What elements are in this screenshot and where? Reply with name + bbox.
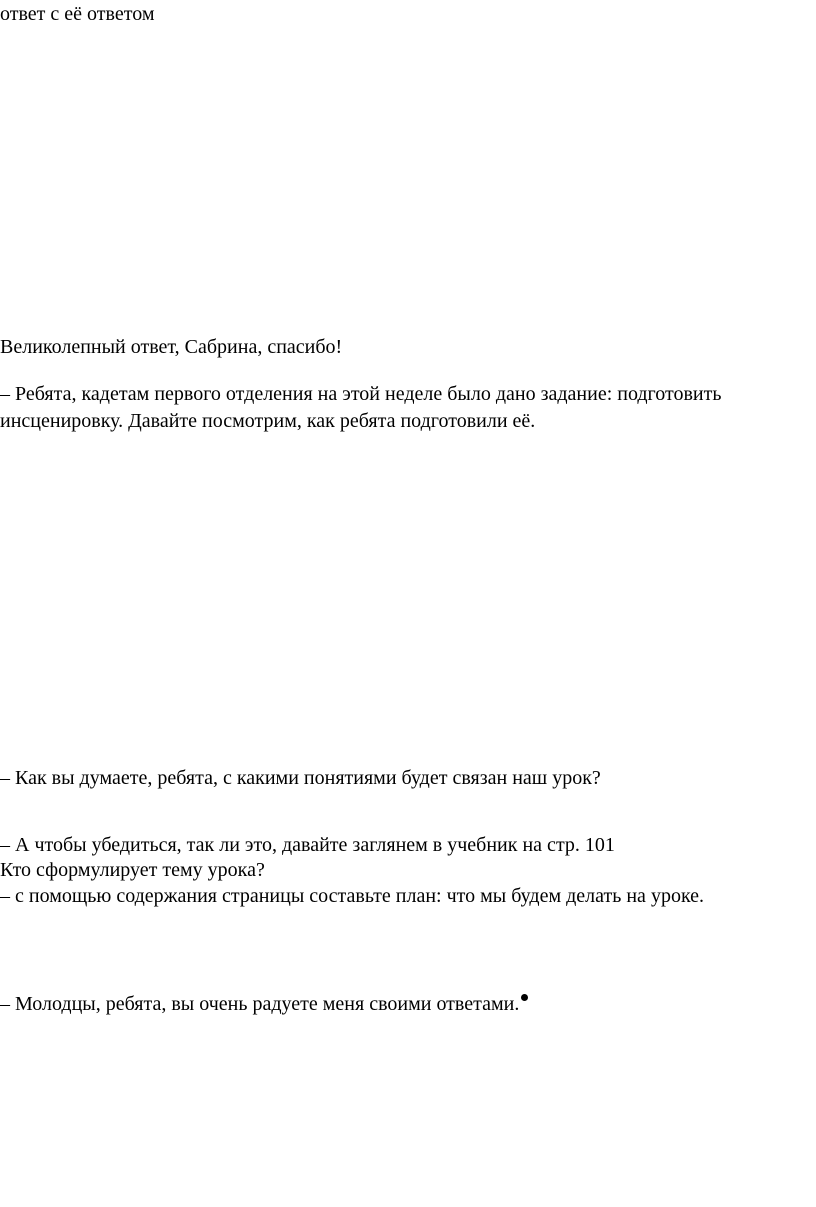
- text-line-question: – Как вы думаете, ребята, с какими понятиями будет связан наш урок?: [0, 767, 601, 789]
- text-line-textbook: – А чтобы убедиться, так ли это, давайте заглянем в учебник на стр. 101: [0, 834, 615, 856]
- text-line-task: – Ребята, кадетам первого отделения на этой неделе было дано задание: подготовить: [0, 383, 722, 405]
- text-line-praise: Великолепный ответ, Сабрина, спасибо!: [0, 336, 343, 358]
- text-line-task-continued: инсценировку. Давайте посмотрим, как ребята подготовили её.: [0, 410, 536, 432]
- text-line-plan: – с помощью содержания страницы составьте план: что мы будем делать на уроке.: [0, 885, 705, 907]
- text-line-topic: Кто сформулирует тему урока?: [0, 859, 265, 881]
- bullet-dot-icon: [521, 994, 528, 1001]
- text-line-answer: ответ с её ответом: [0, 3, 155, 25]
- text-line-closing: [0, 992, 528, 1017]
- closing-text: – Молодцы, ребята, вы очень радуете меня своими ответами.: [0, 993, 520, 1015]
